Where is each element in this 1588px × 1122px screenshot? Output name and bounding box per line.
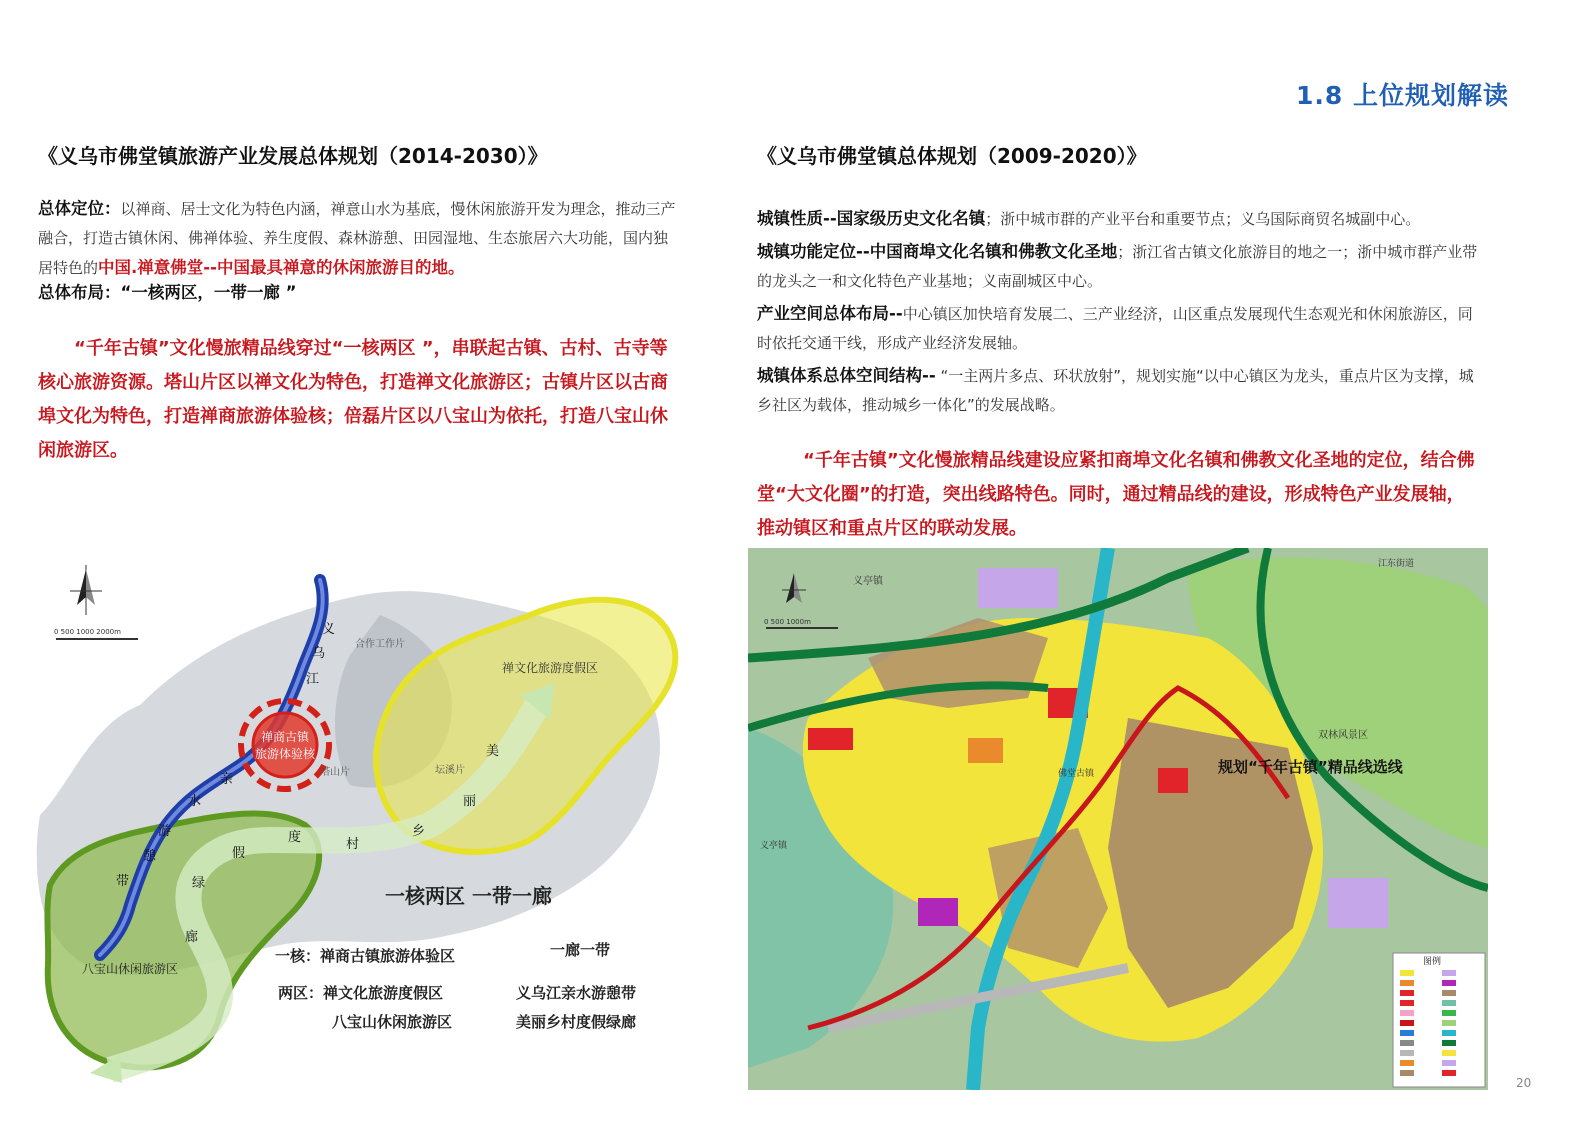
corridor-char: 丽 — [463, 794, 477, 809]
right-item-text: 中心镇区加快培育发展二、三产业经济，山区重点发展现代生态观光和休闲旅游区，同时依托交通干线，形成产业经济发展轴。 — [757, 305, 1473, 352]
river-char: 义 — [322, 622, 336, 637]
river-char: 乌 — [312, 646, 326, 661]
corridor-char: 美 — [486, 744, 500, 759]
corridor-char: 乡 — [412, 824, 426, 839]
legend-zones-2: 八宝山休闲旅游区 — [332, 1013, 453, 1031]
map-place: 义亭镇 — [760, 841, 788, 851]
right-item-label: 城镇体系总体空间结构-- — [757, 366, 936, 385]
right-items — [757, 204, 1482, 420]
corridor-char: 假 — [232, 846, 246, 861]
legend-belt-2: 美丽乡村度假绿廊 — [516, 1013, 637, 1031]
map-place: 江东街道 — [1378, 559, 1415, 569]
core-circle — [253, 713, 317, 777]
place-name: 坛溪片 — [435, 765, 465, 776]
positioning-highlight: 中国.禅意佛堂--中国最具禅意的休闲旅游目的地。 — [98, 258, 465, 277]
core-label-1: 禅商古镇 — [260, 730, 310, 744]
right-item-label: 城镇性质--国家级历史文化名镇 — [757, 209, 986, 228]
commercial-block — [808, 728, 853, 750]
river-char: 带 — [116, 874, 130, 889]
purple-block — [1328, 878, 1388, 928]
north-arrow-icon — [70, 565, 102, 615]
admin-block — [918, 898, 958, 926]
map-legend-title: 图例 — [1422, 957, 1442, 967]
legend-belt-title: 一廊一带 — [550, 941, 611, 959]
corridor-char: 村 — [346, 837, 360, 852]
right-doc-title: 《义乌市佛堂镇总体规划（2009-2020）》 — [757, 144, 1147, 168]
map-place: 佛堂古镇 — [1058, 769, 1095, 779]
right-item-text: ；浙江省古镇文化旅游目的地之一；浙中城市群产业带的龙头之一和文化特色产业基地；义南副城区中心。 — [757, 243, 1478, 290]
map-place: 双林风景区 — [1318, 730, 1368, 741]
place-name: 合作工作片 — [355, 639, 405, 650]
right-item — [757, 299, 1482, 358]
river-char: 江 — [306, 672, 320, 687]
legend-zones-1: 两区：禅文化旅游度假区 — [278, 984, 444, 1002]
place-name: 塔山片 — [320, 767, 350, 778]
right-item — [757, 204, 1482, 234]
right-item-text: ；浙中城市群的产业平台和重要节点；义乌国际商贸名城副中心。 — [985, 210, 1421, 228]
left-positioning — [38, 194, 678, 283]
core-label-2: 旅游体验核 — [254, 747, 316, 761]
purple-block — [978, 568, 1058, 608]
scale-text: 0 500 1000 2000m — [54, 628, 121, 636]
right-item — [757, 361, 1482, 420]
chan-zone-label: 禅文化旅游度假区 — [501, 661, 599, 675]
tourism-structure-map — [30, 555, 710, 1085]
master-plan-map — [748, 548, 1488, 1090]
right-red-paragraph: “千年古镇”文化慢旅精品线建设应紧扣商埠文化名镇和佛教文化圣地的定位，结合佛堂“大文化圈”的打造，突出线路特色。同时，通过精品线的建设，形成特色产业发展轴，推动镇区和重点片区的联动发展。 — [757, 450, 1475, 539]
positioning-text: 以禅商、居士文化为特色内涵，禅意山水为基底，慢休闲旅游开发为理念，推动三产融合，打造古镇休闲、佛禅体验、养生度假、森林游憩、田园湿地、生态旅居六大功能，国内独居特色的 — [38, 200, 676, 277]
babao-zone-label: 八宝山休闲旅游区 — [81, 962, 179, 976]
corridor-char: 廊 — [185, 930, 199, 945]
positioning-label: 总体定位： — [38, 199, 121, 218]
route-label: 规划“千年古镇”精品线选线 — [1218, 758, 1403, 776]
right-item-label: 产业空间总体布局-- — [757, 304, 903, 323]
map-headline: 一核两区 一带一廊 — [385, 884, 552, 908]
right-item-text: “一主两片多点、环状放射”，规划实施“以中心镇区为龙头，重点片区为支撑，城乡社区为载体，推动城乡一体化”的发展战略。 — [757, 367, 1474, 414]
legend-core: 一核：禅商古镇旅游体验区 — [275, 947, 456, 965]
right-item-label: 城镇功能定位--中国商埠文化名镇和佛教文化圣地 — [757, 242, 1118, 261]
left-layout — [38, 278, 678, 308]
legend-belt-1: 义乌江亲水游憩带 — [516, 984, 637, 1002]
river-char: 亲 — [220, 772, 234, 787]
corridor-char: 绿 — [192, 876, 206, 891]
river-char: 游 — [158, 824, 172, 839]
river-char: 水 — [188, 794, 202, 809]
section-title: 1.8 上位规划解读 — [1296, 81, 1509, 110]
layout-text: “一核两区，一带一廊 ” — [120, 283, 297, 302]
river-char: 憩 — [143, 849, 157, 864]
corridor-char: 度 — [288, 830, 302, 845]
map-place: 义亭镇 — [853, 576, 883, 587]
left-doc-title: 《义乌市佛堂镇旅游产业发展总体规划（2014-2030）》 — [38, 144, 548, 168]
right-item — [757, 237, 1482, 296]
layout-label: 总体布局： — [38, 283, 121, 302]
commercial-block — [968, 738, 1003, 763]
scale-text: 0 500 1000m — [764, 618, 811, 626]
left-red-paragraph: “千年古镇”文化慢旅精品线穿过“一核两区 ”，串联起古镇、古村、古寺等核心旅游资源。塔山片区以禅文化为特色，打造禅文化旅游区；古镇片区以古商埠文化为特色，打造禅商旅游体验核；倍磊片区以八宝山为依托，打造八宝山休闲旅游区。 — [38, 338, 668, 461]
commercial-block — [1158, 768, 1188, 793]
page-number: 20 — [1516, 1076, 1532, 1090]
